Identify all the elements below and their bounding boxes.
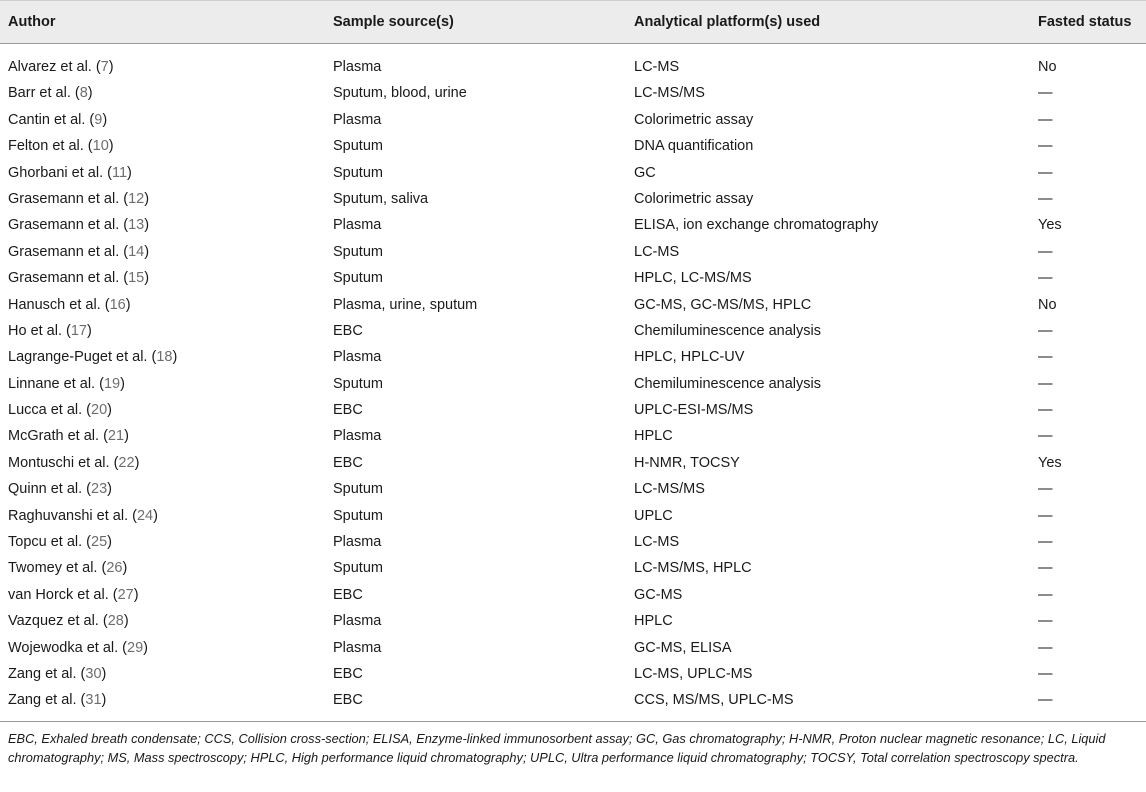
cell-platform: HPLC, LC-MS/MS [634, 270, 752, 287]
cell-sample-source: Plasma [333, 111, 382, 128]
table-body [0, 54, 1146, 714]
author-name: McGrath et al. ( [8, 428, 108, 445]
table-row [0, 582, 1146, 608]
closing-paren: ) [153, 507, 158, 524]
cell-fasted-status: No [1038, 59, 1057, 75]
cell-author [8, 687, 106, 713]
cell-author [8, 555, 127, 581]
author-name: Topcu et al. ( [8, 534, 92, 551]
closing-paren: ) [122, 560, 128, 577]
cell-sample-source: Plasma [333, 349, 382, 366]
cell-platform: Colorimetric assay [634, 111, 754, 128]
cell-author [8, 635, 148, 661]
reference-link[interactable]: 29 [127, 639, 144, 656]
table-row [0, 503, 1146, 529]
table-footnote: EBC, Exhaled breath condensate; CCS, Collision cross-section; ELISA, Enzyme-linked immunosorbent assay; GC, Gas chromatography; H-NMR, Proton nuclear magnetic resonance; LC, Liquid chromatography; MS, Mass spectroscopy; HPLC, High performance liquid chromatography; UPLC, Ultra performance liquid chromatography; TOCSY, Total correlation spectroscopy spectra. [8, 731, 1106, 765]
closing-paren: ) [144, 217, 150, 234]
author-name: Zang et al. ( [8, 692, 86, 709]
author-name: Cantin et al. ( [8, 111, 95, 128]
cell-author [8, 292, 131, 318]
cell-fasted-status: — [1038, 402, 1053, 419]
cell-platform: GC-MS, GC-MS/MS, HPLC [634, 296, 812, 313]
author-name: Vazquez et al. ( [8, 613, 108, 630]
cell-sample-source: Sputum [333, 138, 383, 155]
closing-paren: ) [127, 164, 132, 181]
cell-sample-source: Plasma [333, 534, 382, 551]
cell-platform: LC-MS [634, 59, 680, 75]
cell-sample-source: EBC [333, 402, 363, 419]
table-row [0, 423, 1146, 449]
cell-sample-source: Plasma [333, 217, 382, 234]
cell-fasted-status: — [1038, 243, 1053, 260]
cell-platform: Chemiluminescence analysis [634, 322, 821, 339]
reference-link[interactable]: 31 [85, 692, 102, 709]
cell-platform: DNA quantification [634, 138, 754, 155]
cell-author [8, 186, 149, 212]
author-name: Montuschi et al. ( [8, 454, 119, 471]
cell-author [8, 160, 132, 186]
cell-author [8, 503, 158, 529]
cell-fasted-status: — [1038, 481, 1053, 498]
cell-platform: HPLC [634, 428, 673, 445]
table-row [0, 635, 1146, 661]
reference-link[interactable]: 9 [94, 111, 103, 128]
reference-link[interactable]: 24 [136, 507, 154, 524]
table-row [0, 318, 1146, 344]
cell-sample-source: Plasma [333, 639, 382, 656]
reference-link[interactable]: 15 [128, 270, 145, 287]
cell-author [8, 318, 92, 344]
closing-paren: ) [134, 454, 140, 471]
closing-paren: ) [101, 665, 107, 682]
table-row [0, 133, 1146, 159]
cell-sample-source: EBC [333, 692, 363, 709]
table-row [0, 80, 1146, 106]
cell-sample-source: EBC [333, 665, 363, 682]
table-row [0, 661, 1146, 687]
cell-sample-source: Sputum, saliva [333, 190, 429, 207]
cell-sample-source: Sputum [333, 243, 383, 260]
table-row [0, 397, 1146, 423]
cell-platform: ELISA, ion exchange chromatography [634, 217, 879, 234]
cell-fasted-status: — [1038, 665, 1053, 682]
closing-paren: ) [124, 428, 129, 445]
cell-fasted-status: — [1038, 586, 1053, 603]
closing-paren: ) [107, 481, 112, 498]
cell-platform: GC-MS, ELISA [634, 639, 732, 656]
cell-author [8, 661, 106, 687]
closing-paren: ) [107, 534, 112, 551]
cell-platform: CCS, MS/MS, UPLC-MS [634, 692, 794, 709]
cell-sample-source: Sputum [333, 481, 383, 498]
cell-fasted-status: Yes [1038, 454, 1062, 471]
closing-paren: ) [108, 138, 114, 155]
closing-paren: ) [102, 111, 108, 128]
reference-link[interactable]: 14 [128, 243, 145, 260]
cell-fasted-status: — [1038, 190, 1053, 207]
author-name: Barr et al. ( [8, 85, 80, 102]
cell-fasted-status: — [1038, 85, 1053, 102]
cell-fasted-status: — [1038, 534, 1053, 551]
closing-paren: ) [123, 613, 129, 630]
author-name: Linnane et al. ( [8, 375, 104, 392]
reference-link[interactable]: 11 [111, 164, 128, 181]
cell-fasted-status: — [1038, 692, 1053, 709]
closing-paren: ) [101, 692, 107, 709]
cell-platform: LC-MS [634, 243, 680, 260]
reference-link[interactable]: 21 [107, 428, 125, 445]
reference-link[interactable]: 7 [100, 59, 109, 75]
cell-platform: LC-MS/MS [634, 85, 705, 102]
table-row [0, 186, 1146, 212]
cell-platform: LC-MS/MS [634, 481, 705, 498]
table-row [0, 450, 1146, 476]
cell-author [8, 54, 114, 80]
table-row [0, 239, 1146, 265]
cell-author [8, 80, 93, 106]
cell-platform: H-NMR, TOCSY [634, 454, 740, 471]
cell-fasted-status: Yes [1038, 217, 1062, 234]
cell-author [8, 529, 112, 555]
cell-fasted-status: No [1038, 296, 1057, 313]
cell-sample-source: Plasma [333, 428, 382, 445]
reference-link[interactable]: 18 [156, 349, 173, 366]
cell-fasted-status: — [1038, 138, 1053, 155]
cell-platform: UPLC [634, 507, 673, 524]
table-row [0, 160, 1146, 186]
table-row [0, 265, 1146, 291]
cell-fasted-status: — [1038, 164, 1053, 181]
header-author: Author [8, 14, 56, 30]
closing-paren: ) [143, 639, 148, 656]
cell-sample-source: EBC [333, 586, 363, 603]
cell-platform: UPLC-ESI-MS/MS [634, 402, 754, 419]
table-row [0, 476, 1146, 502]
author-name: Grasemann et al. ( [8, 190, 129, 207]
cell-fasted-status: — [1038, 322, 1053, 339]
author-name: Twomey et al. ( [8, 560, 107, 577]
cell-sample-source: Plasma [333, 59, 382, 75]
closing-paren: ) [172, 349, 178, 366]
closing-paren: ) [87, 322, 92, 339]
cell-platform: Colorimetric assay [634, 190, 754, 207]
closing-paren: ) [120, 375, 125, 392]
author-name: Zang et al. ( [8, 665, 86, 682]
author-name: Grasemann et al. ( [8, 270, 129, 287]
author-name: Quinn et al. ( [8, 481, 92, 498]
table-row [0, 344, 1146, 370]
author-name: Grasemann et al. ( [8, 243, 129, 260]
reference-link[interactable]: 23 [91, 481, 108, 498]
cell-author [8, 450, 139, 476]
cell-fasted-status: — [1038, 111, 1053, 128]
cell-sample-source: EBC [333, 454, 363, 471]
reference-link[interactable]: 12 [128, 190, 145, 207]
header-platform: Analytical platform(s) used [634, 14, 821, 30]
cell-sample-source: Sputum [333, 270, 383, 287]
cell-author [8, 344, 177, 370]
cell-fasted-status: — [1038, 560, 1053, 577]
table-row [0, 608, 1146, 634]
cell-platform: GC [634, 164, 656, 181]
cell-author [8, 239, 149, 265]
closing-paren: ) [144, 190, 150, 207]
author-name: Hanusch et al. ( [8, 296, 110, 313]
cell-author [8, 265, 149, 291]
closing-paren: ) [144, 243, 150, 260]
cell-platform: LC-MS/MS, HPLC [634, 560, 752, 577]
cell-fasted-status: — [1038, 375, 1053, 392]
cell-sample-source: Plasma, urine, sputum [333, 296, 478, 313]
cell-platform: HPLC [634, 613, 673, 630]
closing-paren: ) [107, 402, 112, 419]
cell-author [8, 107, 107, 133]
cell-platform: GC-MS [634, 586, 683, 603]
cell-sample-source: Plasma [333, 613, 382, 630]
table-bottom-rule [0, 721, 1146, 722]
cell-sample-source: Sputum [333, 375, 383, 392]
cell-sample-source: EBC [333, 322, 363, 339]
cell-fasted-status: — [1038, 349, 1053, 366]
reference-link[interactable]: 25 [91, 534, 108, 551]
author-name: van Horck et al. ( [8, 586, 118, 603]
reference-link[interactable]: 28 [107, 613, 124, 630]
cell-fasted-status: — [1038, 639, 1053, 656]
table-row [0, 54, 1146, 80]
cell-author [8, 476, 112, 502]
cell-sample-source: Sputum [333, 507, 383, 524]
cell-author [8, 397, 112, 423]
closing-paren: ) [87, 85, 93, 102]
author-name: Ho et al. ( [8, 322, 71, 339]
cell-author [8, 133, 114, 159]
reference-link[interactable]: 27 [117, 586, 134, 603]
reference-link[interactable]: 17 [70, 322, 87, 339]
table-header [0, 0, 1146, 44]
cell-author [8, 212, 149, 238]
cell-platform: HPLC, HPLC-UV [634, 349, 745, 366]
table-row [0, 371, 1146, 397]
closing-paren: ) [144, 270, 150, 287]
reference-link[interactable]: 16 [109, 296, 126, 313]
table-row [0, 555, 1146, 581]
cell-author [8, 371, 125, 397]
author-name: Raghuvanshi et al. ( [8, 507, 137, 524]
closing-paren: ) [133, 586, 139, 603]
reference-link[interactable]: 19 [103, 375, 121, 392]
cell-platform: LC-MS, UPLC-MS [634, 665, 753, 682]
reference-link[interactable]: 26 [106, 560, 123, 577]
reference-link[interactable]: 30 [85, 665, 102, 682]
closing-paren: ) [125, 296, 131, 313]
cell-sample-source: Sputum, blood, urine [333, 85, 467, 102]
cell-sample-source: Sputum [333, 164, 383, 181]
author-name: Alvarez et al. ( [8, 59, 101, 75]
table-row [0, 212, 1146, 238]
author-name: Lagrange-Puget et al. ( [8, 349, 157, 366]
author-name: Felton et al. ( [8, 138, 93, 155]
author-name: Lucca et al. ( [8, 402, 92, 419]
table-row [0, 529, 1146, 555]
reference-link[interactable]: 10 [92, 138, 109, 155]
reference-link[interactable]: 22 [118, 454, 135, 471]
table-row [0, 292, 1146, 318]
table-row [0, 687, 1146, 713]
closing-paren: ) [108, 59, 114, 75]
header-sample-source: Sample source(s) [333, 14, 454, 30]
cell-fasted-status: — [1038, 428, 1053, 445]
cell-platform: LC-MS [634, 534, 680, 551]
author-name: Wojewodka et al. ( [8, 639, 128, 656]
cell-author [8, 608, 129, 634]
cell-fasted-status: — [1038, 613, 1053, 630]
reference-link[interactable]: 8 [79, 85, 88, 102]
cell-fasted-status: — [1038, 507, 1053, 524]
cell-author [8, 582, 139, 608]
reference-link[interactable]: 13 [128, 217, 145, 234]
table-row [0, 107, 1146, 133]
cell-fasted-status: — [1038, 270, 1053, 287]
author-name: Ghorbani et al. ( [8, 164, 112, 181]
cell-sample-source: Sputum [333, 560, 383, 577]
cell-platform: Chemiluminescence analysis [634, 375, 821, 392]
reference-link[interactable]: 20 [91, 402, 108, 419]
header-fasted-status: Fasted status [1038, 14, 1132, 30]
cell-author [8, 423, 129, 449]
author-name: Grasemann et al. ( [8, 217, 129, 234]
